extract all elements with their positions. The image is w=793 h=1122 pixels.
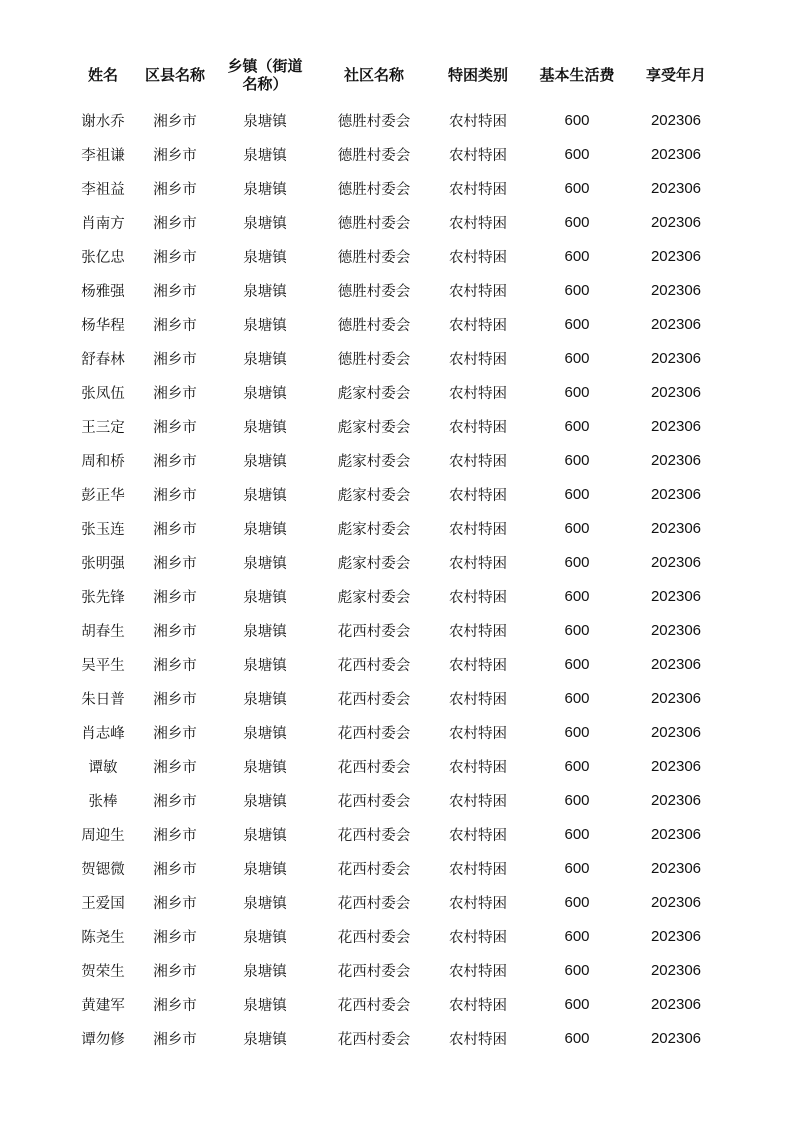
county-cell: 湘乡市 bbox=[153, 963, 197, 980]
month-cell: 202306 bbox=[650, 281, 702, 299]
table-row bbox=[66, 273, 726, 307]
category-cell: 农村特困 bbox=[449, 691, 507, 708]
allowance-cell: 600 bbox=[564, 689, 590, 707]
allowance-cell: 600 bbox=[564, 553, 590, 571]
month-cell: 202306 bbox=[650, 689, 702, 707]
name-cell: 肖南方 bbox=[81, 215, 125, 232]
month-cell: 202306 bbox=[650, 349, 702, 367]
allowance-cell: 600 bbox=[564, 655, 590, 673]
header-start-month: 享受年月 bbox=[645, 66, 706, 84]
county-cell: 湘乡市 bbox=[153, 895, 197, 912]
community-cell: 花西村委会 bbox=[337, 657, 411, 674]
county-cell: 湘乡市 bbox=[153, 929, 197, 946]
township-cell: 泉塘镇 bbox=[243, 929, 287, 946]
township-cell: 泉塘镇 bbox=[243, 147, 287, 164]
community-cell: 花西村委会 bbox=[337, 963, 411, 980]
community-cell: 花西村委会 bbox=[337, 691, 411, 708]
table-row bbox=[66, 715, 726, 749]
allowance-cell: 600 bbox=[564, 451, 590, 469]
month-cell: 202306 bbox=[650, 825, 702, 843]
county-cell: 湘乡市 bbox=[153, 691, 197, 708]
name-cell: 周和桥 bbox=[81, 453, 125, 470]
category-cell: 农村特困 bbox=[449, 113, 507, 130]
month-cell: 202306 bbox=[650, 485, 702, 503]
category-cell: 农村特困 bbox=[449, 895, 507, 912]
community-cell: 彪家村委会 bbox=[337, 385, 411, 402]
table-row bbox=[66, 205, 726, 239]
community-cell: 德胜村委会 bbox=[337, 147, 411, 164]
community-cell: 花西村委会 bbox=[337, 895, 411, 912]
township-cell: 泉塘镇 bbox=[243, 997, 287, 1014]
name-cell: 张先锋 bbox=[81, 589, 125, 606]
community-cell: 花西村委会 bbox=[337, 997, 411, 1014]
table-row bbox=[66, 987, 726, 1021]
township-cell: 泉塘镇 bbox=[243, 827, 287, 844]
name-cell: 贺荣生 bbox=[81, 963, 125, 980]
month-cell: 202306 bbox=[650, 247, 702, 265]
table-row bbox=[66, 511, 726, 545]
table-row bbox=[66, 443, 726, 477]
name-cell: 张玉连 bbox=[81, 521, 125, 538]
table-row bbox=[66, 817, 726, 851]
community-cell: 花西村委会 bbox=[337, 623, 411, 640]
allowance-cell: 600 bbox=[564, 213, 590, 231]
month-cell: 202306 bbox=[650, 315, 702, 333]
category-cell: 农村特困 bbox=[449, 555, 507, 572]
county-cell: 湘乡市 bbox=[153, 725, 197, 742]
allowance-cell: 600 bbox=[564, 587, 590, 605]
table-row bbox=[66, 341, 726, 375]
county-cell: 湘乡市 bbox=[153, 555, 197, 572]
table-row bbox=[66, 851, 726, 885]
table-row bbox=[66, 1021, 726, 1055]
header-county: 区县名称 bbox=[144, 66, 205, 84]
table-row bbox=[66, 919, 726, 953]
allowance-cell: 600 bbox=[564, 723, 590, 741]
allowance-cell: 600 bbox=[564, 621, 590, 639]
month-cell: 202306 bbox=[650, 553, 702, 571]
county-cell: 湘乡市 bbox=[153, 385, 197, 402]
name-cell: 张凤伍 bbox=[81, 385, 125, 402]
community-cell: 德胜村委会 bbox=[337, 351, 411, 368]
township-cell: 泉塘镇 bbox=[243, 657, 287, 674]
community-cell: 彪家村委会 bbox=[337, 453, 411, 470]
allowance-cell: 600 bbox=[564, 417, 590, 435]
month-cell: 202306 bbox=[650, 417, 702, 435]
community-cell: 德胜村委会 bbox=[337, 283, 411, 300]
name-cell: 王三定 bbox=[81, 419, 125, 436]
category-cell: 农村特困 bbox=[449, 351, 507, 368]
category-cell: 农村特困 bbox=[449, 725, 507, 742]
category-cell: 农村特困 bbox=[449, 249, 507, 266]
assistance-table bbox=[66, 54, 726, 1055]
category-cell: 农村特困 bbox=[449, 623, 507, 640]
month-cell: 202306 bbox=[650, 791, 702, 809]
township-cell: 泉塘镇 bbox=[243, 1031, 287, 1048]
township-cell: 泉塘镇 bbox=[243, 963, 287, 980]
table-row bbox=[66, 783, 726, 817]
community-cell: 德胜村委会 bbox=[337, 181, 411, 198]
county-cell: 湘乡市 bbox=[153, 793, 197, 810]
month-cell: 202306 bbox=[650, 451, 702, 469]
township-cell: 泉塘镇 bbox=[243, 623, 287, 640]
table-row bbox=[66, 681, 726, 715]
allowance-cell: 600 bbox=[564, 825, 590, 843]
name-cell: 肖志峰 bbox=[81, 725, 125, 742]
allowance-cell: 600 bbox=[564, 757, 590, 775]
county-cell: 湘乡市 bbox=[153, 419, 197, 436]
table-row bbox=[66, 477, 726, 511]
header-name: 姓名 bbox=[87, 66, 118, 84]
month-cell: 202306 bbox=[650, 383, 702, 401]
name-cell: 杨雅强 bbox=[81, 283, 125, 300]
county-cell: 湘乡市 bbox=[153, 283, 197, 300]
township-cell: 泉塘镇 bbox=[243, 385, 287, 402]
category-cell: 农村特困 bbox=[449, 997, 507, 1014]
community-cell: 花西村委会 bbox=[337, 725, 411, 742]
header-category: 特困类别 bbox=[447, 66, 508, 84]
community-cell: 花西村委会 bbox=[337, 793, 411, 810]
township-cell: 泉塘镇 bbox=[243, 487, 287, 504]
name-cell: 彭正华 bbox=[81, 487, 125, 504]
name-cell: 舒春林 bbox=[81, 351, 125, 368]
name-cell: 杨华程 bbox=[81, 317, 125, 334]
category-cell: 农村特困 bbox=[449, 827, 507, 844]
township-cell: 泉塘镇 bbox=[243, 895, 287, 912]
township-cell: 泉塘镇 bbox=[243, 589, 287, 606]
name-cell: 周迎生 bbox=[81, 827, 125, 844]
allowance-cell: 600 bbox=[564, 961, 590, 979]
township-cell: 泉塘镇 bbox=[243, 317, 287, 334]
county-cell: 湘乡市 bbox=[153, 1031, 197, 1048]
month-cell: 202306 bbox=[650, 519, 702, 537]
township-cell: 泉塘镇 bbox=[243, 181, 287, 198]
allowance-cell: 600 bbox=[564, 179, 590, 197]
name-cell: 胡春生 bbox=[81, 623, 125, 640]
county-cell: 湘乡市 bbox=[153, 997, 197, 1014]
table-row bbox=[66, 103, 726, 137]
name-cell: 陈尧生 bbox=[81, 929, 125, 946]
name-cell: 谭勿修 bbox=[81, 1031, 125, 1048]
category-cell: 农村特困 bbox=[449, 963, 507, 980]
table-row bbox=[66, 239, 726, 273]
community-cell: 德胜村委会 bbox=[337, 317, 411, 334]
name-cell: 王爱国 bbox=[81, 895, 125, 912]
month-cell: 202306 bbox=[650, 621, 702, 639]
county-cell: 湘乡市 bbox=[153, 215, 197, 232]
table-header bbox=[66, 54, 726, 96]
category-cell: 农村特困 bbox=[449, 215, 507, 232]
category-cell: 农村特困 bbox=[449, 657, 507, 674]
community-cell: 花西村委会 bbox=[337, 1031, 411, 1048]
table-row bbox=[66, 171, 726, 205]
county-cell: 湘乡市 bbox=[153, 453, 197, 470]
category-cell: 农村特困 bbox=[449, 147, 507, 164]
township-cell: 泉塘镇 bbox=[243, 725, 287, 742]
category-cell: 农村特困 bbox=[449, 793, 507, 810]
township-cell: 泉塘镇 bbox=[243, 453, 287, 470]
township-cell: 泉塘镇 bbox=[243, 521, 287, 538]
category-cell: 农村特困 bbox=[449, 181, 507, 198]
category-cell: 农村特困 bbox=[449, 521, 507, 538]
community-cell: 花西村委会 bbox=[337, 861, 411, 878]
table-row bbox=[66, 885, 726, 919]
county-cell: 湘乡市 bbox=[153, 623, 197, 640]
allowance-cell: 600 bbox=[564, 893, 590, 911]
county-cell: 湘乡市 bbox=[153, 827, 197, 844]
month-cell: 202306 bbox=[650, 587, 702, 605]
category-cell: 农村特困 bbox=[449, 419, 507, 436]
community-cell: 彪家村委会 bbox=[337, 487, 411, 504]
community-cell: 德胜村委会 bbox=[337, 113, 411, 130]
county-cell: 湘乡市 bbox=[153, 113, 197, 130]
county-cell: 湘乡市 bbox=[153, 521, 197, 538]
name-cell: 谢水乔 bbox=[81, 113, 125, 130]
community-cell: 德胜村委会 bbox=[337, 215, 411, 232]
month-cell: 202306 bbox=[650, 1029, 702, 1047]
county-cell: 湘乡市 bbox=[153, 147, 197, 164]
township-cell: 泉塘镇 bbox=[243, 555, 287, 572]
name-cell: 吴平生 bbox=[81, 657, 125, 674]
name-cell: 张棒 bbox=[88, 793, 118, 810]
community-cell: 彪家村委会 bbox=[337, 521, 411, 538]
community-cell: 彪家村委会 bbox=[337, 555, 411, 572]
month-cell: 202306 bbox=[650, 723, 702, 741]
community-cell: 彪家村委会 bbox=[337, 589, 411, 606]
allowance-cell: 600 bbox=[564, 1029, 590, 1047]
category-cell: 农村特困 bbox=[449, 1031, 507, 1048]
allowance-cell: 600 bbox=[564, 519, 590, 537]
name-cell: 谭敏 bbox=[88, 759, 118, 776]
table-row bbox=[66, 749, 726, 783]
township-cell: 泉塘镇 bbox=[243, 283, 287, 300]
county-cell: 湘乡市 bbox=[153, 759, 197, 776]
month-cell: 202306 bbox=[650, 111, 702, 129]
category-cell: 农村特困 bbox=[449, 861, 507, 878]
township-cell: 泉塘镇 bbox=[243, 759, 287, 776]
table-row bbox=[66, 307, 726, 341]
table-row bbox=[66, 647, 726, 681]
county-cell: 湘乡市 bbox=[153, 181, 197, 198]
name-cell: 张明强 bbox=[81, 555, 125, 572]
month-cell: 202306 bbox=[650, 961, 702, 979]
month-cell: 202306 bbox=[650, 859, 702, 877]
month-cell: 202306 bbox=[650, 213, 702, 231]
category-cell: 农村特困 bbox=[449, 589, 507, 606]
month-cell: 202306 bbox=[650, 995, 702, 1013]
allowance-cell: 600 bbox=[564, 859, 590, 877]
township-cell: 泉塘镇 bbox=[243, 113, 287, 130]
category-cell: 农村特困 bbox=[449, 759, 507, 776]
community-cell: 花西村委会 bbox=[337, 827, 411, 844]
county-cell: 湘乡市 bbox=[153, 861, 197, 878]
name-cell: 李祖益 bbox=[81, 181, 125, 198]
category-cell: 农村特困 bbox=[449, 385, 507, 402]
month-cell: 202306 bbox=[650, 179, 702, 197]
county-cell: 湘乡市 bbox=[153, 589, 197, 606]
community-cell: 德胜村委会 bbox=[337, 249, 411, 266]
county-cell: 湘乡市 bbox=[153, 249, 197, 266]
county-cell: 湘乡市 bbox=[153, 351, 197, 368]
allowance-cell: 600 bbox=[564, 247, 590, 265]
name-cell: 张亿忠 bbox=[81, 249, 125, 266]
township-cell: 泉塘镇 bbox=[243, 793, 287, 810]
table-row bbox=[66, 953, 726, 987]
category-cell: 农村特困 bbox=[449, 283, 507, 300]
allowance-cell: 600 bbox=[564, 315, 590, 333]
allowance-cell: 600 bbox=[564, 281, 590, 299]
township-cell: 泉塘镇 bbox=[243, 351, 287, 368]
community-cell: 彪家村委会 bbox=[337, 419, 411, 436]
township-cell: 泉塘镇 bbox=[243, 215, 287, 232]
allowance-cell: 600 bbox=[564, 349, 590, 367]
township-cell: 泉塘镇 bbox=[243, 861, 287, 878]
community-cell: 花西村委会 bbox=[337, 929, 411, 946]
township-cell: 泉塘镇 bbox=[243, 249, 287, 266]
category-cell: 农村特困 bbox=[449, 317, 507, 334]
name-cell: 贺锶微 bbox=[81, 861, 125, 878]
month-cell: 202306 bbox=[650, 927, 702, 945]
allowance-cell: 600 bbox=[564, 791, 590, 809]
table-row bbox=[66, 545, 726, 579]
name-cell: 李祖谦 bbox=[81, 147, 125, 164]
county-cell: 湘乡市 bbox=[153, 657, 197, 674]
allowance-cell: 600 bbox=[564, 383, 590, 401]
header-living-allowance: 基本生活费 bbox=[539, 66, 615, 84]
allowance-cell: 600 bbox=[564, 485, 590, 503]
name-cell: 朱日普 bbox=[81, 691, 125, 708]
table-row bbox=[66, 409, 726, 443]
table-row bbox=[66, 579, 726, 613]
table-row bbox=[66, 375, 726, 409]
month-cell: 202306 bbox=[650, 655, 702, 673]
table-body bbox=[66, 103, 726, 1055]
allowance-cell: 600 bbox=[564, 111, 590, 129]
table-row bbox=[66, 137, 726, 171]
community-cell: 花西村委会 bbox=[337, 759, 411, 776]
category-cell: 农村特困 bbox=[449, 453, 507, 470]
township-cell: 泉塘镇 bbox=[243, 691, 287, 708]
header-township: 乡镇（街道 名称） bbox=[227, 57, 303, 93]
month-cell: 202306 bbox=[650, 757, 702, 775]
township-cell: 泉塘镇 bbox=[243, 419, 287, 436]
county-cell: 湘乡市 bbox=[153, 487, 197, 504]
category-cell: 农村特困 bbox=[449, 487, 507, 504]
table-row bbox=[66, 613, 726, 647]
allowance-cell: 600 bbox=[564, 145, 590, 163]
allowance-cell: 600 bbox=[564, 927, 590, 945]
month-cell: 202306 bbox=[650, 893, 702, 911]
category-cell: 农村特困 bbox=[449, 929, 507, 946]
month-cell: 202306 bbox=[650, 145, 702, 163]
allowance-cell: 600 bbox=[564, 995, 590, 1013]
header-community: 社区名称 bbox=[343, 66, 404, 84]
name-cell: 黄建军 bbox=[81, 997, 125, 1014]
county-cell: 湘乡市 bbox=[153, 317, 197, 334]
